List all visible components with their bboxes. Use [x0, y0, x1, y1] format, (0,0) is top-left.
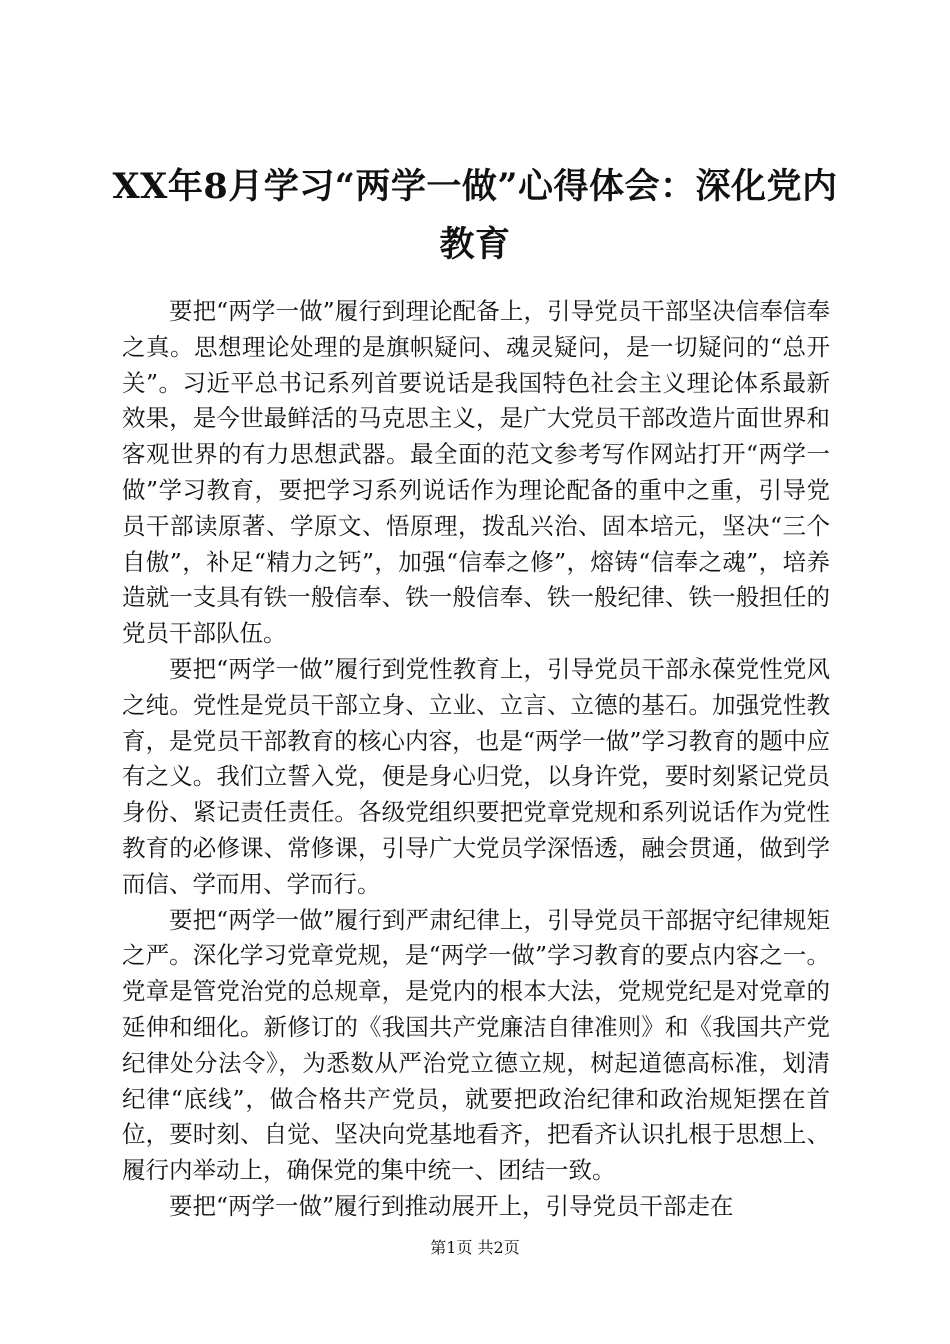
paragraph: 要把“两学一做”履行到党性教育上，引导党员干部永葆党性党风之纯。党性是党员干部立身、立业、立言、立德的基石。加强党性教育，是党员干部教育的核心内容，也是“两学一做”学习教育的题中应有之义。我们立誓入党，便是身心归党，以身许党，要时刻紧记党员身份、紧记责任责任。各级党组织要把党章党规和系列说话作为党性教育的必修课、常修课，引导广大党员学深悟透，融会贯通，做到学而信、学而用、学而行。	[122, 654, 830, 898]
document-body	[122, 294, 830, 1225]
paragraph: 要把“两学一做”履行到理论配备上，引导党员干部坚决信奉信奉之真。思想理论处理的是旗帜疑问、魂灵疑问，是一切疑问的“总开关”。习近平总书记系列首要说话是我国特色社会主义理论体系最新效果，是今世最鲜活的马克思主义，是广大党员干部改造片面世界和客观世界的有力思想武器。最全面的范文参考写作网站打开“两学一做”学习教育，要把学习系列说话作为理论配备的重中之重，引导党员干部读原著、学原文、悟原理，拨乱兴治、固本培元，坚决“三个自傲”，补足“精力之钙”，加强“信奉之修”，熔铸“信奉之魂”，培养造就一支具有铁一般信奉、铁一般信奉、铁一般纪律、铁一般担任的党员干部队伍。	[122, 297, 830, 648]
paragraph: 要把“两学一做”履行到推动展开上，引导党员干部走在	[169, 1191, 734, 1220]
page-footer: 第1页 共2页	[430, 1238, 520, 1257]
paragraph: 要把“两学一做”履行到严肃纪律上，引导党员干部据守纪律规矩之严。深化学习党章党规，是“两学一做”学习教育的要点内容之一。党章是管党治党的总规章，是党内的根本大法，党规党纪是对党章的延伸和细化。新修订的《我国共产党廉洁自律准则》和《我国共产党纪律处分法令》，为悉数从严治党立德立规，树起道德高标准，划清纪律“底线”，做合格共产党员，就要把政治纪律和政治规矩摆在首位，要时刻、自觉、坚决向党基地看齐，把看齐认识扎根于思想上、履行内举动上，确保党的集中统一、团结一致。	[122, 905, 830, 1185]
document-title: XX年8月学习“两学一做”心得体会：深化党内教育	[112, 166, 838, 265]
